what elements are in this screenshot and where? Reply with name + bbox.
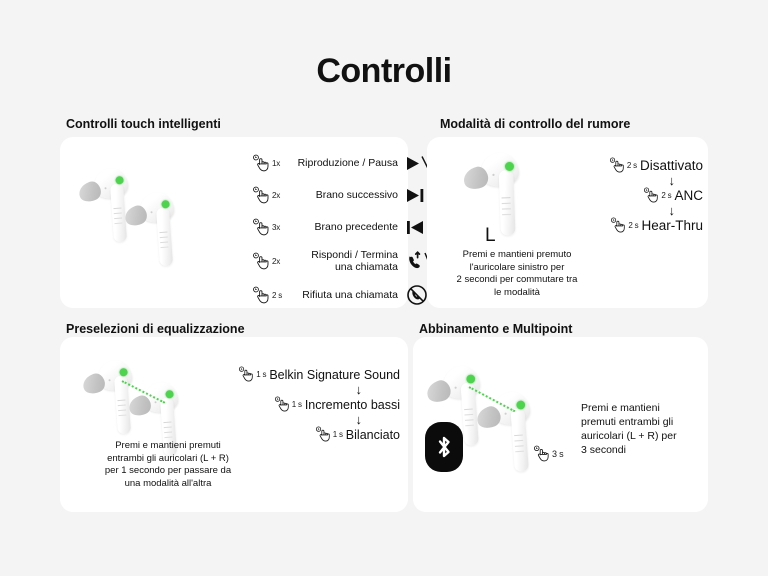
hold-duration-label: 3 s bbox=[552, 449, 564, 459]
earbud-side-label: L bbox=[485, 225, 496, 246]
section-header-eq-presets: Preselezioni di equalizzazione bbox=[66, 322, 245, 336]
tap-hold-icon bbox=[610, 217, 638, 234]
caption-line: per 1 secondo per passare da bbox=[104, 465, 232, 476]
pairing-caption bbox=[581, 401, 701, 457]
tap-hold-icon bbox=[238, 366, 266, 383]
eq-preset-label: Incremento bassi bbox=[304, 397, 400, 412]
gesture-label: Brano precedente bbox=[314, 221, 398, 233]
page-title: Controlli bbox=[316, 52, 452, 90]
caption-line: una modalità all'altra bbox=[124, 477, 212, 489]
sequence-arrow-icon: ↓ bbox=[355, 412, 362, 427]
caption-line: Premi e mantieni premuti bbox=[115, 440, 221, 451]
sequence-arrow-icon: ↓ bbox=[668, 173, 675, 188]
section-header-touch-controls: Controlli touch intelligenti bbox=[66, 117, 221, 131]
tap-gesture-icon bbox=[252, 286, 282, 305]
caption-line: le modalità bbox=[494, 286, 540, 298]
noise-control-caption bbox=[435, 249, 599, 299]
gesture-row bbox=[252, 282, 456, 308]
tap-gesture-icon bbox=[252, 218, 280, 237]
gesture-label: Riproduzione / Pausa bbox=[297, 157, 398, 169]
noise-mode-sequence bbox=[595, 157, 703, 234]
pairing-tap-hold bbox=[533, 445, 563, 468]
panel-noise-control bbox=[427, 137, 708, 308]
noise-mode-step bbox=[609, 157, 703, 174]
gesture-label bbox=[294, 249, 406, 273]
caption-line: Premi e mantieni premuto bbox=[462, 249, 572, 260]
gesture-row bbox=[252, 246, 456, 276]
eq-preset-step bbox=[238, 366, 400, 383]
earbuds-illustration-pair bbox=[74, 167, 224, 277]
noise-mode-label: ANC bbox=[674, 188, 703, 203]
gesture-label-line1: Rispondi / Termina bbox=[311, 249, 398, 261]
tap-hold-icon bbox=[274, 396, 302, 413]
hold-duration-label: 1 s bbox=[332, 430, 343, 439]
tap-gesture-icon bbox=[252, 186, 280, 205]
tap-hold-icon bbox=[643, 187, 671, 204]
bluetooth-icon bbox=[425, 422, 463, 472]
caption-line: auricolari (L + R) per bbox=[581, 430, 677, 442]
section-header-pairing-multipoint: Abbinamento e Multipoint bbox=[419, 322, 573, 336]
tap-hold-icon bbox=[533, 445, 563, 463]
panel-eq-presets bbox=[60, 337, 408, 512]
caption-line: premuti entrambi gli bbox=[581, 416, 674, 428]
tap-count-label: 1x bbox=[272, 158, 281, 168]
tap-count-label: 2x bbox=[272, 190, 281, 200]
caption-line: entrambi gli auricolari (L + R) bbox=[107, 452, 229, 464]
caption-line: 2 secondi per commutare tra bbox=[456, 274, 578, 285]
noise-mode-label: Disattivato bbox=[639, 158, 703, 173]
tap-gesture-icon bbox=[252, 252, 280, 271]
eq-preset-label: Belkin Signature Sound bbox=[269, 367, 400, 382]
tap-hold-icon bbox=[609, 157, 637, 174]
eq-preset-sequence bbox=[208, 366, 400, 443]
hold-duration-label: 2 s bbox=[661, 191, 672, 200]
eq-caption bbox=[70, 440, 266, 490]
eq-preset-label: Bilanciato bbox=[345, 427, 400, 442]
gesture-label: Brano successivo bbox=[315, 189, 398, 201]
tap-gesture-icon bbox=[252, 154, 280, 173]
hold-duration-label: 1 s bbox=[256, 370, 267, 379]
earbud-stem bbox=[499, 170, 516, 235]
tap-count-label: 2 s bbox=[272, 290, 283, 300]
eq-preset-step bbox=[315, 426, 400, 443]
caption-line: l'auricolare sinistro per bbox=[469, 261, 565, 273]
gesture-label: Rifiuta una chiamata bbox=[302, 289, 398, 301]
sequence-arrow-icon: ↓ bbox=[668, 203, 675, 218]
caption-line: 3 secondi bbox=[581, 444, 626, 456]
gesture-label-line2: una chiamata bbox=[334, 261, 398, 273]
sequence-arrow-icon: ↓ bbox=[355, 382, 362, 397]
eq-preset-step bbox=[274, 396, 400, 413]
tap-count-label: 3x bbox=[272, 222, 281, 232]
hold-duration-label: 2 s bbox=[628, 221, 639, 230]
touch-gesture-list bbox=[252, 150, 456, 308]
panel-pairing-multipoint bbox=[413, 337, 708, 512]
hold-duration-label: 2 s bbox=[626, 161, 637, 170]
noise-mode-label: Hear-Thru bbox=[641, 218, 703, 233]
gesture-row bbox=[252, 150, 456, 176]
tap-hold-icon bbox=[315, 426, 343, 443]
noise-mode-step bbox=[643, 187, 703, 204]
gesture-row bbox=[252, 182, 456, 208]
hold-duration-label: 1 s bbox=[291, 400, 302, 409]
section-header-noise-control: Modalità di controllo del rumore bbox=[440, 117, 631, 131]
panel-touch-controls bbox=[60, 137, 408, 308]
gesture-row bbox=[252, 214, 456, 240]
caption-line: Premi e mantieni bbox=[581, 402, 660, 414]
tap-count-label: 2x bbox=[272, 256, 281, 266]
noise-mode-step bbox=[610, 217, 703, 234]
